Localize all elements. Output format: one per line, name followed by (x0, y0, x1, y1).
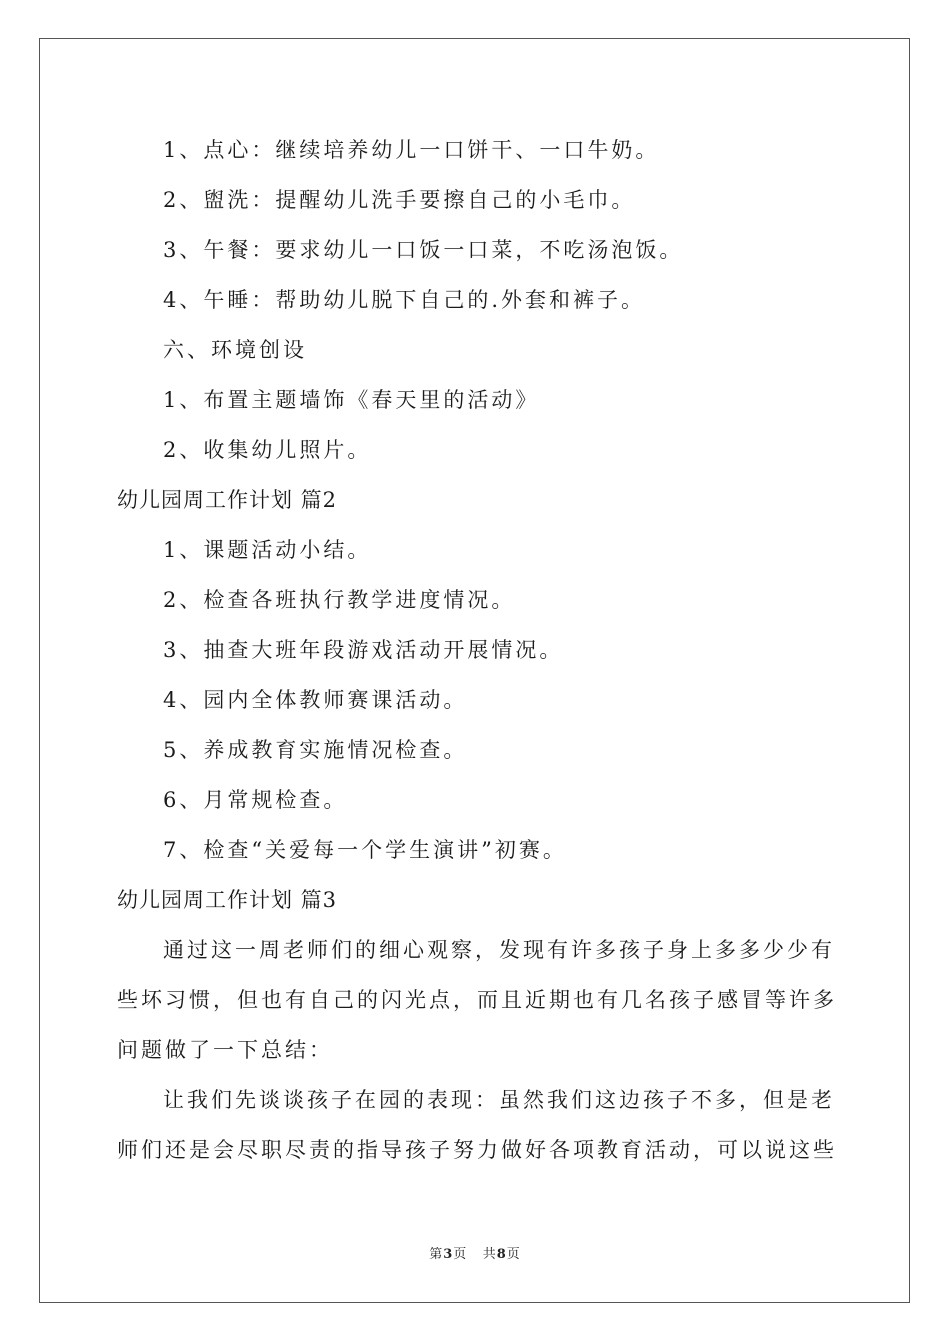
current-page-number: 3 (443, 1247, 454, 1262)
list-item: 2、盥洗：提醒幼儿洗手要擦自己的小毛巾。 (163, 188, 636, 212)
list-item: 6、月常规检查。 (163, 788, 348, 812)
footer-page-unit: 页 (453, 1247, 468, 1262)
paragraph-line: 让我们先谈谈孩子在园的表现：虽然我们这边孩子不多，但是老 (163, 1088, 835, 1112)
footer-total-prefix: 共 (482, 1247, 497, 1262)
footer-total-unit: 页 (506, 1247, 521, 1262)
section-title: 幼儿园周工作计划 篇3 (117, 888, 338, 912)
paragraph-line: 通过这一周老师们的细心观察，发现有许多孩子身上多多少少有 (163, 938, 835, 962)
list-item: 2、收集幼儿照片。 (163, 438, 372, 462)
list-item: 1、课题活动小结。 (163, 538, 372, 562)
list-item: 3、午餐：要求幼儿一口饭一口菜，不吃汤泡饭。 (163, 238, 684, 262)
list-item: 5、养成教育实施情况检查。 (163, 738, 468, 762)
list-item: 3、抽查大班年段游戏活动开展情况。 (163, 638, 564, 662)
section-title: 幼儿园周工作计划 篇2 (117, 488, 338, 512)
section-heading: 六、环境创设 (163, 338, 307, 362)
footer-prefix: 第 (429, 1247, 444, 1262)
paragraph-line: 师们还是会尽职尽责的指导孩子努力做好各项教育活动，可以说这些 (117, 1138, 837, 1162)
total-pages-number: 8 (496, 1247, 507, 1262)
page-footer (0, 1245, 950, 1265)
list-item: 4、午睡：帮助幼儿脱下自己的.外套和裤子。 (163, 288, 646, 312)
paragraph-line: 些坏习惯，但也有自己的闪光点，而且近期也有几名孩子感冒等许多 (117, 988, 837, 1012)
list-item: 2、检查各班执行教学进度情况。 (163, 588, 516, 612)
list-item: 1、布置主题墙饰《春天里的活动》 (163, 388, 540, 412)
list-item: 4、园内全体教师赛课活动。 (163, 688, 468, 712)
list-item: 1、点心：继续培养幼儿一口饼干、一口牛奶。 (163, 138, 660, 162)
paragraph-line: 问题做了一下总结： (117, 1038, 333, 1062)
list-item: 7、检查“关爱每一个学生演讲”初赛。 (163, 838, 567, 862)
